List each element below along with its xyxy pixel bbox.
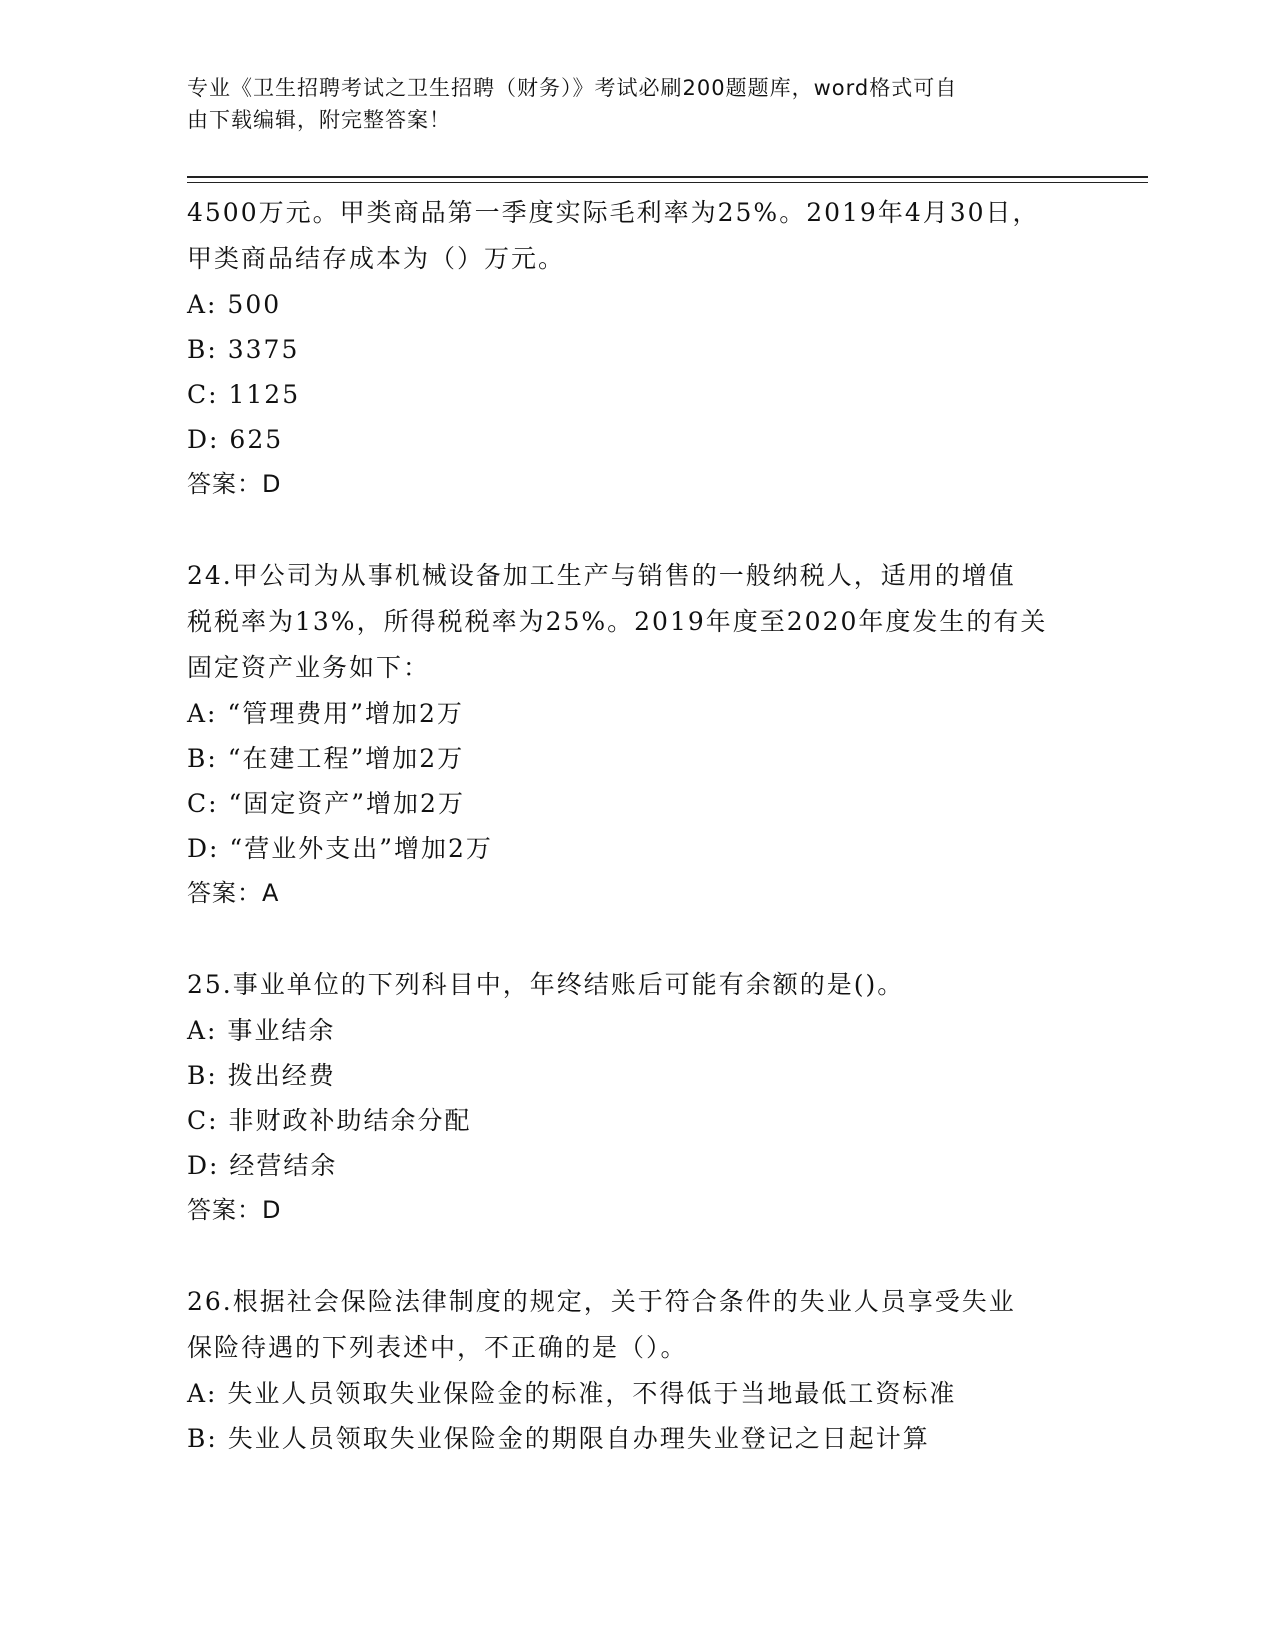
question-text-line: 24.甲公司为从事机械设备加工生产与销售的一般纳税人，适用的增值 <box>187 561 1016 590</box>
question-text-line: 25.事业单位的下列科目中，年终结账后可能有余额的是()。 <box>187 970 905 999</box>
question-24 <box>187 553 1087 916</box>
spacer <box>187 1233 1087 1279</box>
option-b: B: “在建工程”增加2万 <box>187 744 465 773</box>
question-23 <box>187 190 1087 507</box>
question-content <box>187 190 1087 1461</box>
spacer <box>187 507 1087 553</box>
page-header <box>187 72 1067 136</box>
answer-line: 答案：D <box>187 470 282 498</box>
question-25 <box>187 962 1087 1233</box>
header-line-2: 由下载编辑，附完整答案！ <box>187 108 451 132</box>
option-b: B: 拨出经费 <box>187 1061 336 1090</box>
option-a: A: 事业结余 <box>187 1016 336 1045</box>
question-text-line: 保险待遇的下列表述中，不正确的是（）。 <box>187 1333 688 1362</box>
option-d: D: “营业外支出”增加2万 <box>187 834 493 863</box>
option-b: B: 失业人员领取失业保险金的期限自办理失业登记之日起计算 <box>187 1424 930 1453</box>
question-text-line: 固定资产业务如下： <box>187 653 431 682</box>
option-c: C: 非财政补助结余分配 <box>187 1106 472 1135</box>
option-a: A: “管理费用”增加2万 <box>187 699 464 728</box>
option-d: D: 625 <box>187 425 284 454</box>
header-divider-thin <box>187 182 1148 183</box>
option-c: C: “固定资产”增加2万 <box>187 789 465 818</box>
header-line-1: 专业《卫生招聘考试之卫生招聘（财务）》考试必刷200题题库，word格式可自 <box>187 76 958 100</box>
question-26 <box>187 1279 1087 1461</box>
answer-line: 答案：D <box>187 1196 282 1224</box>
option-d: D: 经营结余 <box>187 1151 338 1180</box>
option-c: C: 1125 <box>187 380 301 409</box>
question-text-line: 税税率为13%，所得税税率为25%。2019年度至2020年度发生的有关 <box>187 607 1048 636</box>
question-text-line: 26.根据社会保险法律制度的规定，关于符合条件的失业人员享受失业 <box>187 1287 1016 1316</box>
option-b: B: 3375 <box>187 335 300 364</box>
question-text-line: 甲类商品结存成本为（）万元。 <box>187 244 566 273</box>
option-a: A: 500 <box>187 290 282 319</box>
option-a: A: 失业人员领取失业保险金的标准，不得低于当地最低工资标准 <box>187 1379 957 1408</box>
question-text-line: 4500万元。甲类商品第一季度实际毛利率为25%。2019年4月30日， <box>187 198 1040 227</box>
answer-line: 答案：A <box>187 879 280 907</box>
header-divider-thick <box>187 176 1148 178</box>
spacer <box>187 916 1087 962</box>
